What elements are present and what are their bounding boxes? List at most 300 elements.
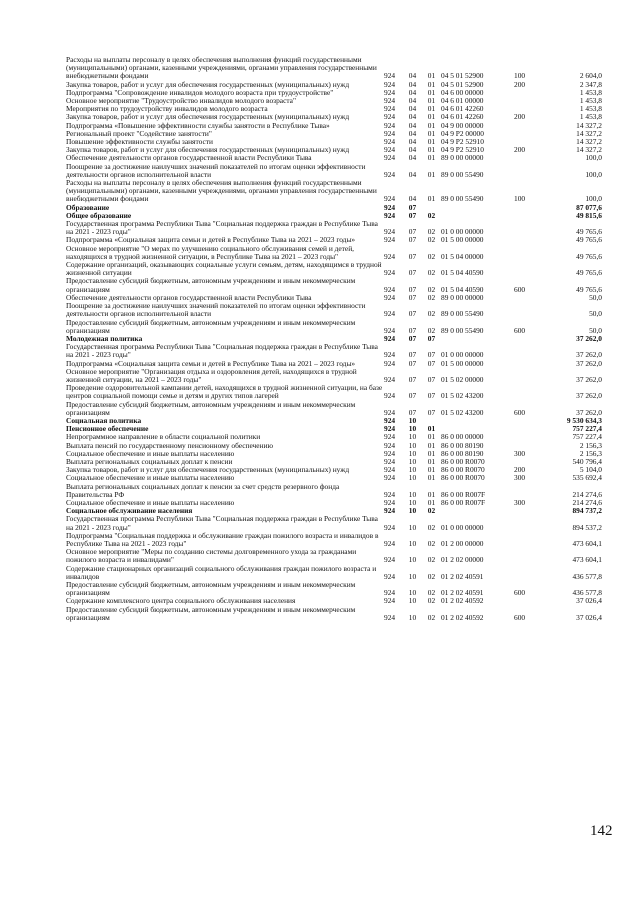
row-expense-type [514,236,538,244]
row-name: Региональный проект "Содействие занятости" [66,128,212,138]
row-section: 07 [408,358,417,368]
row-subsection: 01 [427,489,436,499]
row-code: 924 [384,497,396,507]
row-name: Закупка товаров, работ и услуг для обеспечения государственных (муниципальных) нужд [66,465,350,475]
row-name: Основное мероприятие "Меры по созданию системы долговременного ухода за гражданами пожилого возраста и инвалидами" [66,547,357,565]
row-amount: 757 227,4 [572,424,602,434]
row-section: 07 [408,325,417,335]
row-code: 924 [384,145,396,155]
row-section: 04 [408,137,417,147]
row-code: 924 [384,374,396,384]
row-target-item: 04 5 01 52900 [441,71,484,81]
row-subsection: 07 [427,374,436,384]
row-amount: 894 537,2 [572,522,602,532]
row-section: 04 [408,87,417,97]
row-expense-type: 200 [514,465,526,475]
row-subsection: 02 [427,555,436,565]
row-section: 10 [408,612,417,622]
budget-table-body [66,56,602,622]
row-amount: 50,0 [589,309,602,319]
table-row [66,319,602,335]
row-amount: 473 604,1 [572,555,602,565]
row-section: 10 [408,465,417,475]
row-section: 07 [408,333,417,343]
row-target-item [441,212,514,220]
row-subsection: 07 [427,350,436,360]
row-amount: 2 156,3 [579,440,602,450]
row-subsection: 01 [427,456,436,466]
row-name: Непрограммное направление в области социальной политики [66,432,261,442]
row-amount: 540 796,4 [572,456,602,466]
row-target-item: 04 5 01 52900 [441,79,484,89]
row-expense-type [514,548,538,564]
row-section: 07 [408,227,417,237]
row-section: 10 [408,424,417,434]
table-row [66,401,602,417]
row-target-item [441,417,514,425]
row-amount: 49 815,6 [576,210,602,220]
row-amount: 100,0 [585,194,602,204]
row-name: Выплата региональных социальных доплат к пенсии за счет средств резервного фонда Правительства РФ [66,481,340,499]
row-name: Содержание организаций, оказывающих социальные услуги семьям, детям, находящимся в трудной жизненной ситуации [66,260,382,278]
row-name: Содержание комплексного центра социального обслуживания населения [66,596,296,606]
row-name: Закупка товаров, работ и услуг для обеспечения государственных (муниципальных) нужд [66,79,350,89]
row-code: 924 [384,112,396,122]
row-target-item: 01 2 02 40591 [441,571,484,581]
row-expense-type: 600 [514,407,526,417]
row-amount: 2 604,0 [579,71,602,81]
row-target-item: 04 9 Р2 52910 [441,137,484,147]
row-code: 924 [384,432,396,442]
row-amount: 49 765,6 [576,251,602,261]
row-target-item: 04 6 00 00000 [441,87,484,97]
row-code: 924 [384,415,396,425]
row-name: Обеспечение деятельности органов государственной власти Республики Тыва [66,153,312,163]
table-row [66,179,602,204]
row-section: 04 [408,145,417,155]
row-code: 924 [384,325,396,335]
row-target-item: 86 0 00 R0070 [441,473,485,483]
row-target-item: 89 0 00 55490 [441,194,484,204]
row-subsection: 02 [427,522,436,532]
row-subsection: 01 [427,432,436,442]
row-code: 924 [384,104,396,114]
row-amount: 757 227,4 [572,432,602,442]
row-expense-type [514,122,538,130]
row-target-item: 01 0 00 00000 [441,227,484,237]
row-expense-type: 200 [514,79,526,89]
row-target-item: 01 2 02 40591 [441,588,484,598]
row-code: 924 [384,79,396,89]
row-subsection: 01 [427,465,436,475]
row-name: Проведение оздоровительной кампании детей, находящихся в трудной жизненной ситуации, на базе центров социальной помощи семье и детям и других типов лагерей [66,383,383,401]
row-section: 04 [408,79,417,89]
row-name: Предоставление субсидий бюджетным, автономным учреждениям и иным некоммерческим организациям [66,399,356,417]
row-code: 924 [384,391,396,401]
table-row [66,384,602,400]
row-expense-type [514,220,538,236]
row-code: 924 [384,169,396,179]
row-section: 04 [408,120,417,130]
row-expense-type [514,483,538,499]
row-amount: 2 156,3 [579,448,602,458]
row-section: 07 [408,268,417,278]
row-amount: 436 577,8 [572,588,602,598]
row-expense-type [514,97,538,105]
row-name: Расходы на выплаты персоналу в целях обеспечения выполнения функций государственными (муниципальными) органами, казенными учреждениями, органами управления государственными внебюджетными фондами [66,55,377,81]
row-subsection: 07 [427,391,436,401]
row-name: Основное мероприятие "Трудоустройство инвалидов молодого возраста" [66,96,296,106]
row-subsection: 01 [427,96,436,106]
table-row [66,163,602,179]
row-target-item: 01 5 02 43200 [441,391,484,401]
row-amount: 894 737,2 [572,506,602,516]
row-amount: 14 327,2 [576,137,602,147]
row-target-item: 01 5 00 00000 [441,358,484,368]
row-subsection: 01 [427,448,436,458]
row-subsection: 01 [427,104,436,114]
table-row [66,343,602,359]
row-section: 07 [408,407,417,417]
row-target-item: 86 0 00 R0070 [441,456,485,466]
row-target-item: 04 6 01 42260 [441,112,484,122]
row-target-item [441,335,514,343]
row-expense-type [514,368,538,384]
page-number: 142 [590,823,613,839]
row-subsection: 01 [427,120,436,130]
row-section: 10 [408,506,417,516]
table-row [66,277,602,293]
row-expense-type: 100 [514,194,526,204]
row-name: Подпрограмма «Социальная защита семьи и детей в Республике Тыва на 2021 – 2023 годы» [66,358,356,368]
row-name: Основное мероприятие "О мерах по улучшению социального обслуживания семей и детей, находящихся в трудной жизненной ситуации, в Республике Тыва на 2021 – 2023 годы" [66,243,354,261]
row-expense-type [514,261,538,277]
table-row [66,565,602,581]
row-expense-type: 600 [514,325,526,335]
row-subsection: 01 [427,71,436,81]
row-name: Социальное обеспечение и иные выплаты населению [66,448,235,458]
row-subsection: 01 [427,497,436,507]
row-subsection: 02 [427,235,436,245]
row-name: Молодежная политика [66,333,143,343]
table-row [66,581,602,597]
row-section: 10 [408,489,417,499]
row-code: 924 [384,473,396,483]
row-section: 07 [408,251,417,261]
row-amount: 49 765,6 [576,227,602,237]
row-target-item: 04 9 Р2 00000 [441,128,484,138]
row-code: 924 [384,448,396,458]
row-subsection: 02 [427,227,436,237]
row-target-item: 86 0 00 00000 [441,432,484,442]
row-name: Социальная политика [66,415,142,425]
row-code: 924 [384,596,396,606]
row-amount: 87 077,6 [576,202,602,212]
row-code: 924 [384,555,396,565]
row-amount: 14 327,2 [576,145,602,155]
row-section: 04 [408,128,417,138]
row-section: 10 [408,448,417,458]
row-section: 04 [408,112,417,122]
row-code: 924 [384,309,396,319]
table-row [66,483,602,499]
row-subsection: 01 [427,87,436,97]
row-section: 04 [408,169,417,179]
row-amount: 1 453,8 [579,87,602,97]
row-code: 924 [384,333,396,343]
row-amount: 37 262,0 [576,350,602,360]
row-section: 04 [408,153,417,163]
row-code: 924 [384,489,396,499]
row-expense-type [514,507,538,515]
row-expense-type: 600 [514,612,526,622]
row-amount: 49 765,6 [576,284,602,294]
row-expense-type: 300 [514,448,526,458]
row-subsection: 01 [427,145,436,155]
row-target-item: 01 0 00 00000 [441,350,484,360]
table-row [66,261,602,277]
row-code: 924 [384,612,396,622]
row-name: Социальное обеспечение и иные выплаты населению [66,473,235,483]
row-section: 07 [408,391,417,401]
row-amount: 100,0 [585,153,602,163]
table-row [66,368,602,384]
row-subsection: 07 [427,333,436,343]
row-subsection: 01 [427,153,436,163]
row-expense-type [514,294,538,302]
row-name: Государственная программа Республики Тыва "Социальная поддержка граждан в Республике Тыва на 2021 - 2023 годы" [66,219,378,237]
table-row [66,204,602,212]
row-expense-type [514,163,538,179]
row-section: 10 [408,497,417,507]
row-code: 924 [384,284,396,294]
row-section: 07 [408,210,417,220]
row-amount: 2 347,8 [579,79,602,89]
row-subsection: 02 [427,251,436,261]
row-section: 10 [408,473,417,483]
row-target-item: 04 6 01 00000 [441,96,484,106]
row-amount: 50,0 [589,292,602,302]
row-code: 924 [384,456,396,466]
row-name: Выплата региональных социальных доплат к пенсии [66,456,233,466]
row-section: 10 [408,456,417,466]
row-amount: 37 026,4 [576,612,602,622]
row-amount: 214 274,6 [572,497,602,507]
row-name: Обеспечение деятельности органов государственной власти Республики Тыва [66,292,312,302]
row-expense-type: 200 [514,145,526,155]
row-subsection: 02 [427,309,436,319]
row-amount: 436 577,8 [572,571,602,581]
row-name: Закупка товаров, работ и услуг для обеспечения государственных (муниципальных) нужд [66,145,350,155]
row-section: 10 [408,522,417,532]
row-target-item: 86 0 00 R0070 [441,465,485,475]
row-subsection: 01 [427,137,436,147]
row-name: Мероприятия по трудоустройству инвалидов молодого возраста [66,104,268,114]
row-section: 04 [408,71,417,81]
row-amount: 1 453,8 [579,104,602,114]
row-amount: 37 026,4 [576,596,602,606]
row-name: Предоставление субсидий бюджетным, автономным учреждениям и иным некоммерческим организациям [66,317,356,335]
row-section: 07 [408,292,417,302]
row-code: 924 [384,424,396,434]
table-row [66,220,602,236]
row-code: 924 [384,440,396,450]
row-amount: 535 692,4 [572,473,602,483]
row-name: Предоставление субсидий бюджетным, автономным учреждениям и иным некоммерческим организациям [66,580,356,598]
row-section: 04 [408,104,417,114]
row-subsection: 02 [427,506,436,516]
row-code: 924 [384,87,396,97]
row-target-item: 86 0 00 R007F [441,497,486,507]
row-amount: 37 262,0 [576,358,602,368]
row-name: Государственная программа Республики Тыва "Социальная поддержка граждан в Республике Тыва на 2021 - 2023 годы" [66,514,378,532]
row-subsection: 02 [427,210,436,220]
row-subsection: 01 [427,128,436,138]
row-subsection: 07 [427,358,436,368]
row-subsection: 02 [427,571,436,581]
row-target-item: 89 0 00 00000 [441,153,484,163]
row-code: 924 [384,227,396,237]
row-code: 924 [384,350,396,360]
row-name: Подпрограмма "Сопровождение инвалидов молодого возраста при трудоустройстве" [66,87,334,97]
row-expense-type [514,343,538,359]
row-expense-type: 300 [514,497,526,507]
row-section: 04 [408,96,417,106]
row-code: 924 [384,251,396,261]
row-target-item: 01 2 00 00000 [441,538,484,548]
row-name: Поощрение за достижение наилучших значений показателей по итогам оценки эффективности деятельности органов исполнительной власти [66,301,366,319]
row-subsection: 01 [427,112,436,122]
row-section: 10 [408,538,417,548]
row-amount: 1 453,8 [579,96,602,106]
row-name: Поощрение за достижение наилучших значений показателей по итогам оценки эффективности деятельности органов исполнительной власти [66,161,366,179]
row-subsection: 01 [427,424,436,434]
row-amount: 5 104,0 [579,465,602,475]
row-name: Основное мероприятие "Организация отдыха и оздоровления детей, находящихся в трудной жизненной ситуации, на 2021 – 2023 годы" [66,366,357,384]
row-expense-type [514,130,538,138]
row-expense-type [514,515,538,531]
row-section: 10 [408,571,417,581]
row-amount: 473 604,1 [572,538,602,548]
row-expense-type [514,212,538,220]
row-section: 10 [408,440,417,450]
row-target-item: 04 9 Р2 52910 [441,145,484,155]
row-expense-type: 200 [514,112,526,122]
row-amount: 14 327,2 [576,128,602,138]
row-target-item: 86 0 00 80190 [441,440,484,450]
row-expense-type: 300 [514,473,526,483]
row-subsection: 02 [427,268,436,278]
row-section: 07 [408,350,417,360]
row-section: 10 [408,415,417,425]
row-amount: 100,0 [585,169,602,179]
row-expense-type [514,302,538,318]
row-name: Социальное обеспечение и иные выплаты населению [66,497,235,507]
row-code: 924 [384,358,396,368]
table-row [66,606,602,622]
row-expense-type: 600 [514,284,526,294]
row-section: 10 [408,432,417,442]
table-row [66,548,602,564]
row-target-item: 01 5 02 00000 [441,374,484,384]
row-expense-type [514,417,538,425]
row-amount: 214 274,6 [572,489,602,499]
row-target-item: 89 0 00 55490 [441,309,484,319]
row-subsection: 01 [427,79,436,89]
row-expense-type [514,532,538,548]
row-amount: 49 765,6 [576,235,602,245]
row-amount: 37 262,0 [576,391,602,401]
row-code: 924 [384,538,396,548]
row-expense-type [514,335,538,343]
row-expense-type [514,597,538,605]
row-target-item: 04 6 01 42260 [441,104,484,114]
row-expense-type: 600 [514,588,526,598]
row-section: 07 [408,235,417,245]
row-code: 924 [384,235,396,245]
row-name: Повышение эффективности службы занятости [66,137,213,147]
row-subsection: 02 [427,284,436,294]
row-section: 04 [408,194,417,204]
row-name: Содержание стационарных организаций социального обслуживания граждан пожилого возраста и инвалидов [66,563,377,581]
row-code: 924 [384,268,396,278]
row-expense-type: 100 [514,71,526,81]
row-name: Выплата пенсий по государственному пенсионному обеспечению [66,440,273,450]
row-code: 924 [384,128,396,138]
row-name: Предоставление субсидий бюджетным, автономным учреждениям и иным некоммерческим организациям [66,276,356,294]
row-code: 924 [384,407,396,417]
row-amount: 1 453,8 [579,112,602,122]
row-subsection: 02 [427,588,436,598]
row-amount: 37 262,0 [576,374,602,384]
row-code: 924 [384,522,396,532]
row-target-item: 01 2 02 00000 [441,555,484,565]
row-target-item: 04 9 00 00000 [441,120,484,130]
row-amount: 49 765,6 [576,268,602,278]
row-code: 924 [384,153,396,163]
row-code: 924 [384,506,396,516]
row-target-item: 01 5 04 00000 [441,251,484,261]
row-name: Социальное обслуживание населения [66,506,193,516]
row-subsection: 02 [427,538,436,548]
row-subsection: 01 [427,440,436,450]
row-name: Расходы на выплаты персоналу в целях обеспечения выполнения функций государственными (муниципальными) органами, казенными учреждениями, органами управления государственными внебюджетными фондами [66,178,377,204]
row-subsection: 02 [427,325,436,335]
row-code: 924 [384,588,396,598]
row-amount: 14 327,2 [576,120,602,130]
row-code: 924 [384,71,396,81]
row-name: Подпрограмма "Социальная поддержка и обслуживание граждан пожилого возраста и инвалидов в Республике Тыва на 2021 - 2023 годы" [66,530,379,548]
row-code: 924 [384,292,396,302]
row-code: 924 [384,96,396,106]
table-row [66,302,602,318]
row-name: Закупка товаров, работ и услуг для обеспечения государственных (муниципальных) нужд [66,112,350,122]
row-name: Подпрограмма «Социальная защита семьи и детей в Республике Тыва на 2021 – 2023 годы» [66,235,356,245]
row-code: 924 [384,120,396,130]
row-amount: 37 262,0 [576,407,602,417]
row-expense-type [514,433,538,441]
row-section: 07 [408,284,417,294]
row-name: Образование [66,202,110,212]
row-subsection: 02 [427,612,436,622]
row-subsection: 02 [427,292,436,302]
row-section: 10 [408,555,417,565]
row-target-item: 89 0 00 55490 [441,325,484,335]
row-amount: 37 262,0 [576,333,602,343]
row-code: 924 [384,202,396,212]
row-target-item: 01 2 02 40592 [441,612,484,622]
row-expense-type [514,425,538,433]
